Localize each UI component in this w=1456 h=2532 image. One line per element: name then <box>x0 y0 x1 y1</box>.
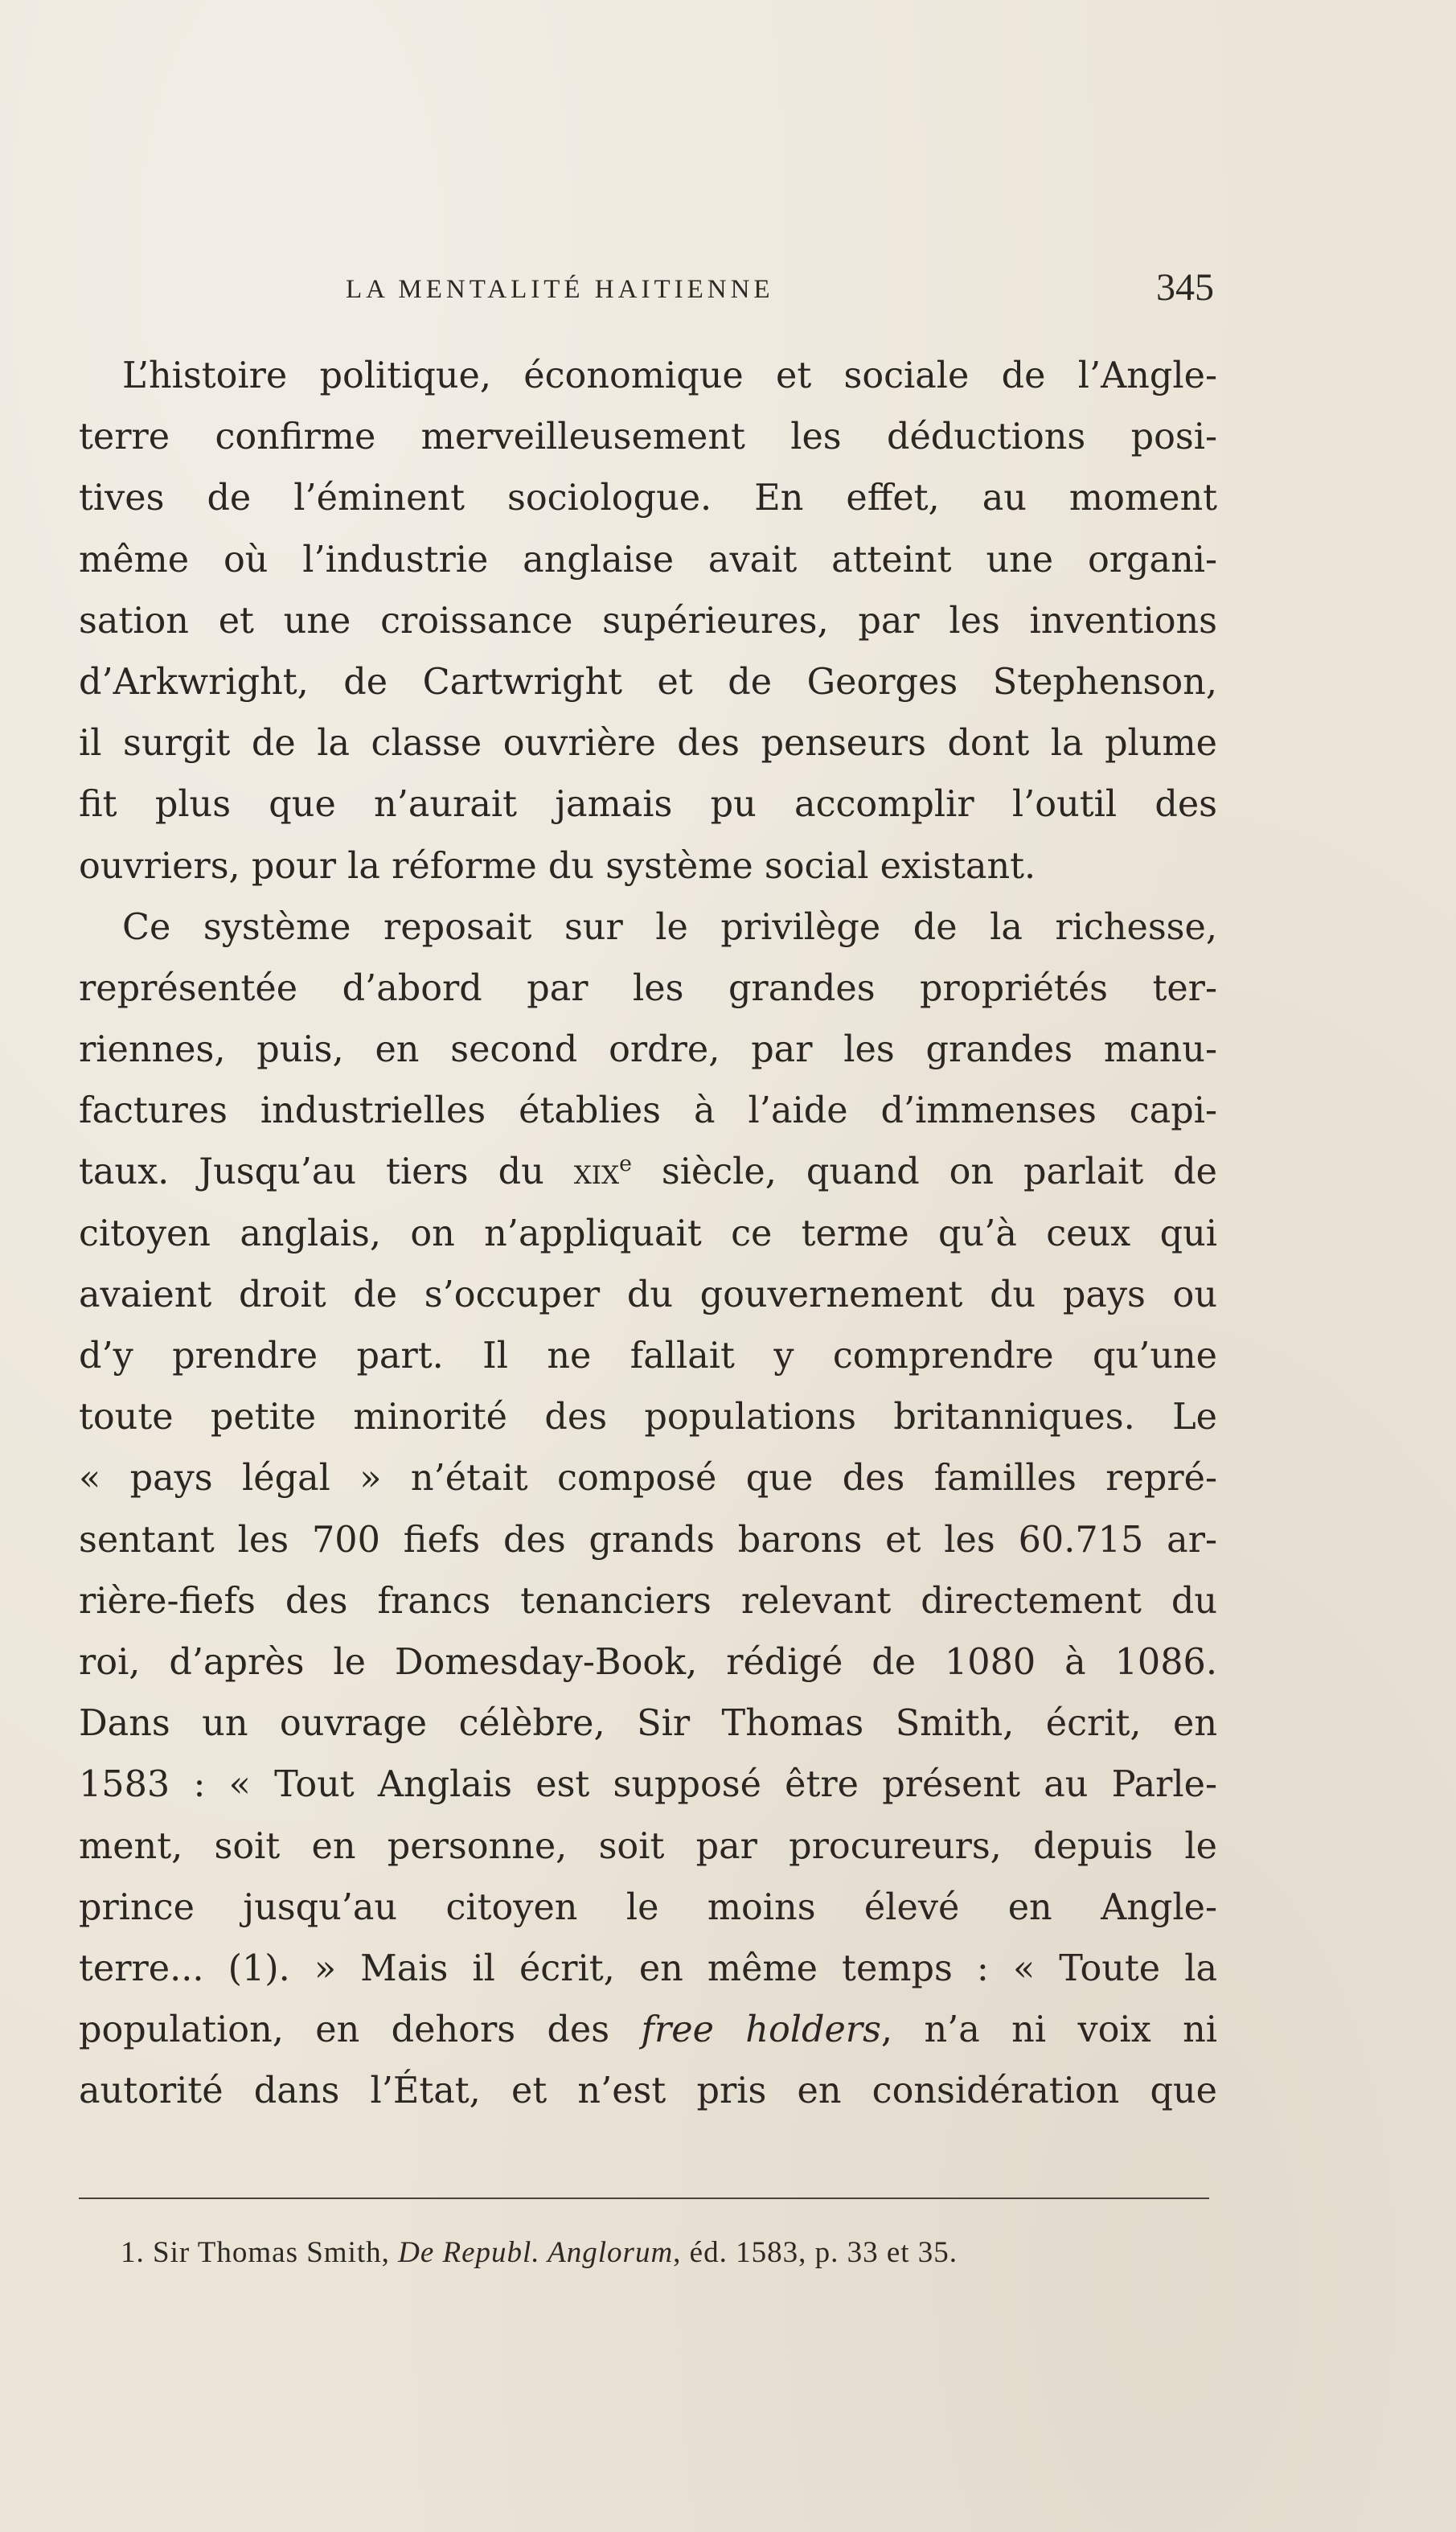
text-line: d’Arkwright, de Cartwright et de Georges Stephenson, <box>79 661 1217 703</box>
text-line: factures industrielles établies à l’aide d’immenses capi- <box>79 1090 1217 1132</box>
text-line-century <box>79 1142 1217 1203</box>
text-line: ouvriers, pour la réforme du système social existant. <box>79 845 1036 887</box>
text-segment: taux. Jusqu’au tiers du <box>79 1151 574 1193</box>
text-line: sentant les 700 fiefs des grands barons et les 60.715 ar- <box>79 1519 1217 1561</box>
text-line-italic <box>79 2000 1217 2061</box>
text-line: terre... (1). » Mais il écrit, en même temps : « Toute la <box>79 1947 1217 1989</box>
text-line: Dans un ouvrage célèbre, Sir Thomas Smith, écrit, en <box>79 1703 1217 1745</box>
page-number: 345 <box>1156 266 1214 309</box>
text-line: même où l’industrie anglaise avait atteint une organi- <box>79 539 1217 581</box>
century-suffix: e <box>619 1151 632 1177</box>
text-line: ment, soit en personne, soit par procureurs, depuis le <box>79 1825 1217 1867</box>
text-line: riennes, puis, en second ordre, par les grandes manu- <box>79 1029 1217 1071</box>
text-segment: population, en dehors des <box>79 2009 642 2051</box>
text-line: 1583 : « Tout Anglais est supposé être présent au Parle- <box>79 1764 1217 1806</box>
footnote <box>121 2235 1198 2270</box>
free-holders-italic: free holders <box>641 2009 881 2051</box>
footnote-prefix: 1. Sir Thomas Smith, <box>121 2236 399 2269</box>
text-line: fit plus que n’aurait jamais pu accomplir l’outil des <box>79 784 1217 826</box>
text-line: terre confirme merveilleusement les déductions posi- <box>79 417 1217 458</box>
text-line: tives de l’éminent sociologue. En effet, au moment <box>79 478 1217 519</box>
text-line: représentée d’abord par les grandes propriétés ter- <box>79 967 1217 1009</box>
running-head <box>80 265 1214 322</box>
century-numeral: xix <box>573 1151 620 1193</box>
body-text <box>79 346 1217 2122</box>
text-line: il surgit de la classe ouvrière des penseurs dont la plume <box>79 723 1217 765</box>
text-line: rière-fiefs des francs tenanciers relevant directement du <box>79 1580 1217 1622</box>
text-line: roi, d’après le Domesday-Book, rédigé de 1080 à 1086. <box>79 1641 1217 1683</box>
footnote-rule <box>79 2198 1209 2199</box>
footnote-suffix: , éd. 1583, p. 33 et 35. <box>673 2236 958 2269</box>
text-line: d’y prendre part. Il ne fallait y comprendre qu’une <box>79 1336 1217 1377</box>
text-line: avaient droit de s’occuper du gouvernement du pays ou <box>79 1274 1217 1315</box>
text-line: Ce système reposait sur le privilège de la richesse, <box>122 906 1217 948</box>
text-line: « pays légal » n’était composé que des familles repré- <box>79 1458 1217 1500</box>
text-line: citoyen anglais, on n’appliquait ce terme qu’à ceux qui <box>79 1213 1217 1254</box>
text-line: toute petite minorité des populations britanniques. Le <box>79 1397 1217 1438</box>
text-line: sation et une croissance supérieures, par les inventions <box>79 600 1217 642</box>
text-line: L’histoire politique, économique et sociale de l’Angle- <box>122 355 1217 396</box>
footnote-title: De Republ. Anglorum <box>398 2236 674 2269</box>
text-line: prince jusqu’au citoyen le moins élevé en Angle- <box>79 1886 1217 1928</box>
running-title: LA MENTALITÉ HAITIENNE <box>346 275 774 304</box>
text-segment: siècle, quand on parlait de <box>631 1151 1217 1193</box>
text-line: autorité dans l’État, et n’est pris en considération que <box>79 2070 1217 2112</box>
text-segment: , n’a ni voix ni <box>880 2009 1217 2051</box>
